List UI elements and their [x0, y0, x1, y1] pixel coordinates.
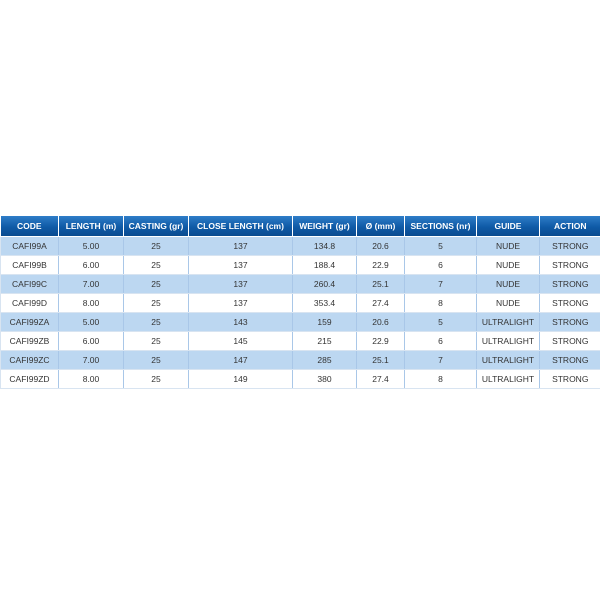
cell-diameter: 25.1	[357, 351, 405, 370]
table-row	[1, 370, 600, 389]
cell-sections: 8	[405, 294, 477, 313]
cell-weight: 188.4	[293, 256, 357, 275]
cell-action: STRONG	[540, 294, 600, 313]
cell-code: CAFI99ZA	[1, 313, 59, 332]
header-length: LENGTH (m)	[59, 216, 124, 237]
cell-sections: 8	[405, 370, 477, 389]
cell-diameter: 22.9	[357, 256, 405, 275]
cell-code: CAFI99ZD	[1, 370, 59, 389]
table-row	[1, 294, 600, 313]
table-row	[1, 351, 600, 370]
header-diameter: Ø (mm)	[357, 216, 405, 237]
cell-weight: 134.8	[293, 237, 357, 256]
cell-diameter: 22.9	[357, 332, 405, 351]
cell-diameter: 25.1	[357, 275, 405, 294]
cell-weight: 260.4	[293, 275, 357, 294]
cell-weight: 353.4	[293, 294, 357, 313]
cell-length: 5.00	[59, 313, 124, 332]
cell-sections: 5	[405, 313, 477, 332]
cell-code: CAFI99A	[1, 237, 59, 256]
cell-casting: 25	[124, 256, 189, 275]
cell-action: STRONG	[540, 275, 600, 294]
cell-guide: NUDE	[477, 256, 540, 275]
cell-close-length: 143	[189, 313, 293, 332]
cell-casting: 25	[124, 237, 189, 256]
cell-code: CAFI99ZC	[1, 351, 59, 370]
cell-casting: 25	[124, 332, 189, 351]
table-header	[1, 216, 600, 237]
cell-weight: 159	[293, 313, 357, 332]
cell-sections: 5	[405, 237, 477, 256]
cell-code: CAFI99C	[1, 275, 59, 294]
cell-length: 7.00	[59, 351, 124, 370]
cell-length: 7.00	[59, 275, 124, 294]
cell-diameter: 20.6	[357, 313, 405, 332]
table-row	[1, 332, 600, 351]
cell-diameter: 27.4	[357, 370, 405, 389]
cell-guide: ULTRALIGHT	[477, 351, 540, 370]
cell-length: 8.00	[59, 370, 124, 389]
cell-casting: 25	[124, 294, 189, 313]
cell-code: CAFI99D	[1, 294, 59, 313]
table-row	[1, 256, 600, 275]
cell-casting: 25	[124, 313, 189, 332]
cell-action: STRONG	[540, 256, 600, 275]
cell-sections: 6	[405, 256, 477, 275]
cell-action: STRONG	[540, 237, 600, 256]
cell-sections: 7	[405, 351, 477, 370]
cell-guide: NUDE	[477, 275, 540, 294]
table-row	[1, 237, 600, 256]
cell-code: CAFI99B	[1, 256, 59, 275]
header-code: CODE	[1, 216, 59, 237]
cell-action: STRONG	[540, 351, 600, 370]
header-row	[1, 216, 600, 237]
cell-guide: ULTRALIGHT	[477, 332, 540, 351]
cell-casting: 25	[124, 370, 189, 389]
cell-guide: NUDE	[477, 294, 540, 313]
cell-guide: NUDE	[477, 237, 540, 256]
cell-weight: 380	[293, 370, 357, 389]
cell-casting: 25	[124, 351, 189, 370]
cell-code: CAFI99ZB	[1, 332, 59, 351]
cell-close-length: 145	[189, 332, 293, 351]
cell-action: STRONG	[540, 313, 600, 332]
cell-action: STRONG	[540, 332, 600, 351]
cell-action: STRONG	[540, 370, 600, 389]
cell-close-length: 147	[189, 351, 293, 370]
header-action: ACTION	[540, 216, 600, 237]
specification-table	[0, 216, 600, 389]
cell-guide: ULTRALIGHT	[477, 370, 540, 389]
cell-casting: 25	[124, 275, 189, 294]
cell-close-length: 137	[189, 237, 293, 256]
cell-sections: 7	[405, 275, 477, 294]
cell-close-length: 137	[189, 294, 293, 313]
cell-sections: 6	[405, 332, 477, 351]
cell-weight: 285	[293, 351, 357, 370]
header-weight: WEIGHT (gr)	[293, 216, 357, 237]
header-casting: CASTING (gr)	[124, 216, 189, 237]
header-guide: GUIDE	[477, 216, 540, 237]
cell-length: 6.00	[59, 256, 124, 275]
table-row	[1, 275, 600, 294]
cell-weight: 215	[293, 332, 357, 351]
table-row	[1, 313, 600, 332]
cell-length: 8.00	[59, 294, 124, 313]
table-body	[1, 237, 600, 389]
header-sections: SECTIONS (nr)	[405, 216, 477, 237]
cell-diameter: 27.4	[357, 294, 405, 313]
cell-length: 5.00	[59, 237, 124, 256]
cell-length: 6.00	[59, 332, 124, 351]
cell-diameter: 20.6	[357, 237, 405, 256]
cell-close-length: 149	[189, 370, 293, 389]
cell-close-length: 137	[189, 256, 293, 275]
cell-close-length: 137	[189, 275, 293, 294]
header-close-length: CLOSE LENGTH (cm)	[189, 216, 293, 237]
cell-guide: ULTRALIGHT	[477, 313, 540, 332]
